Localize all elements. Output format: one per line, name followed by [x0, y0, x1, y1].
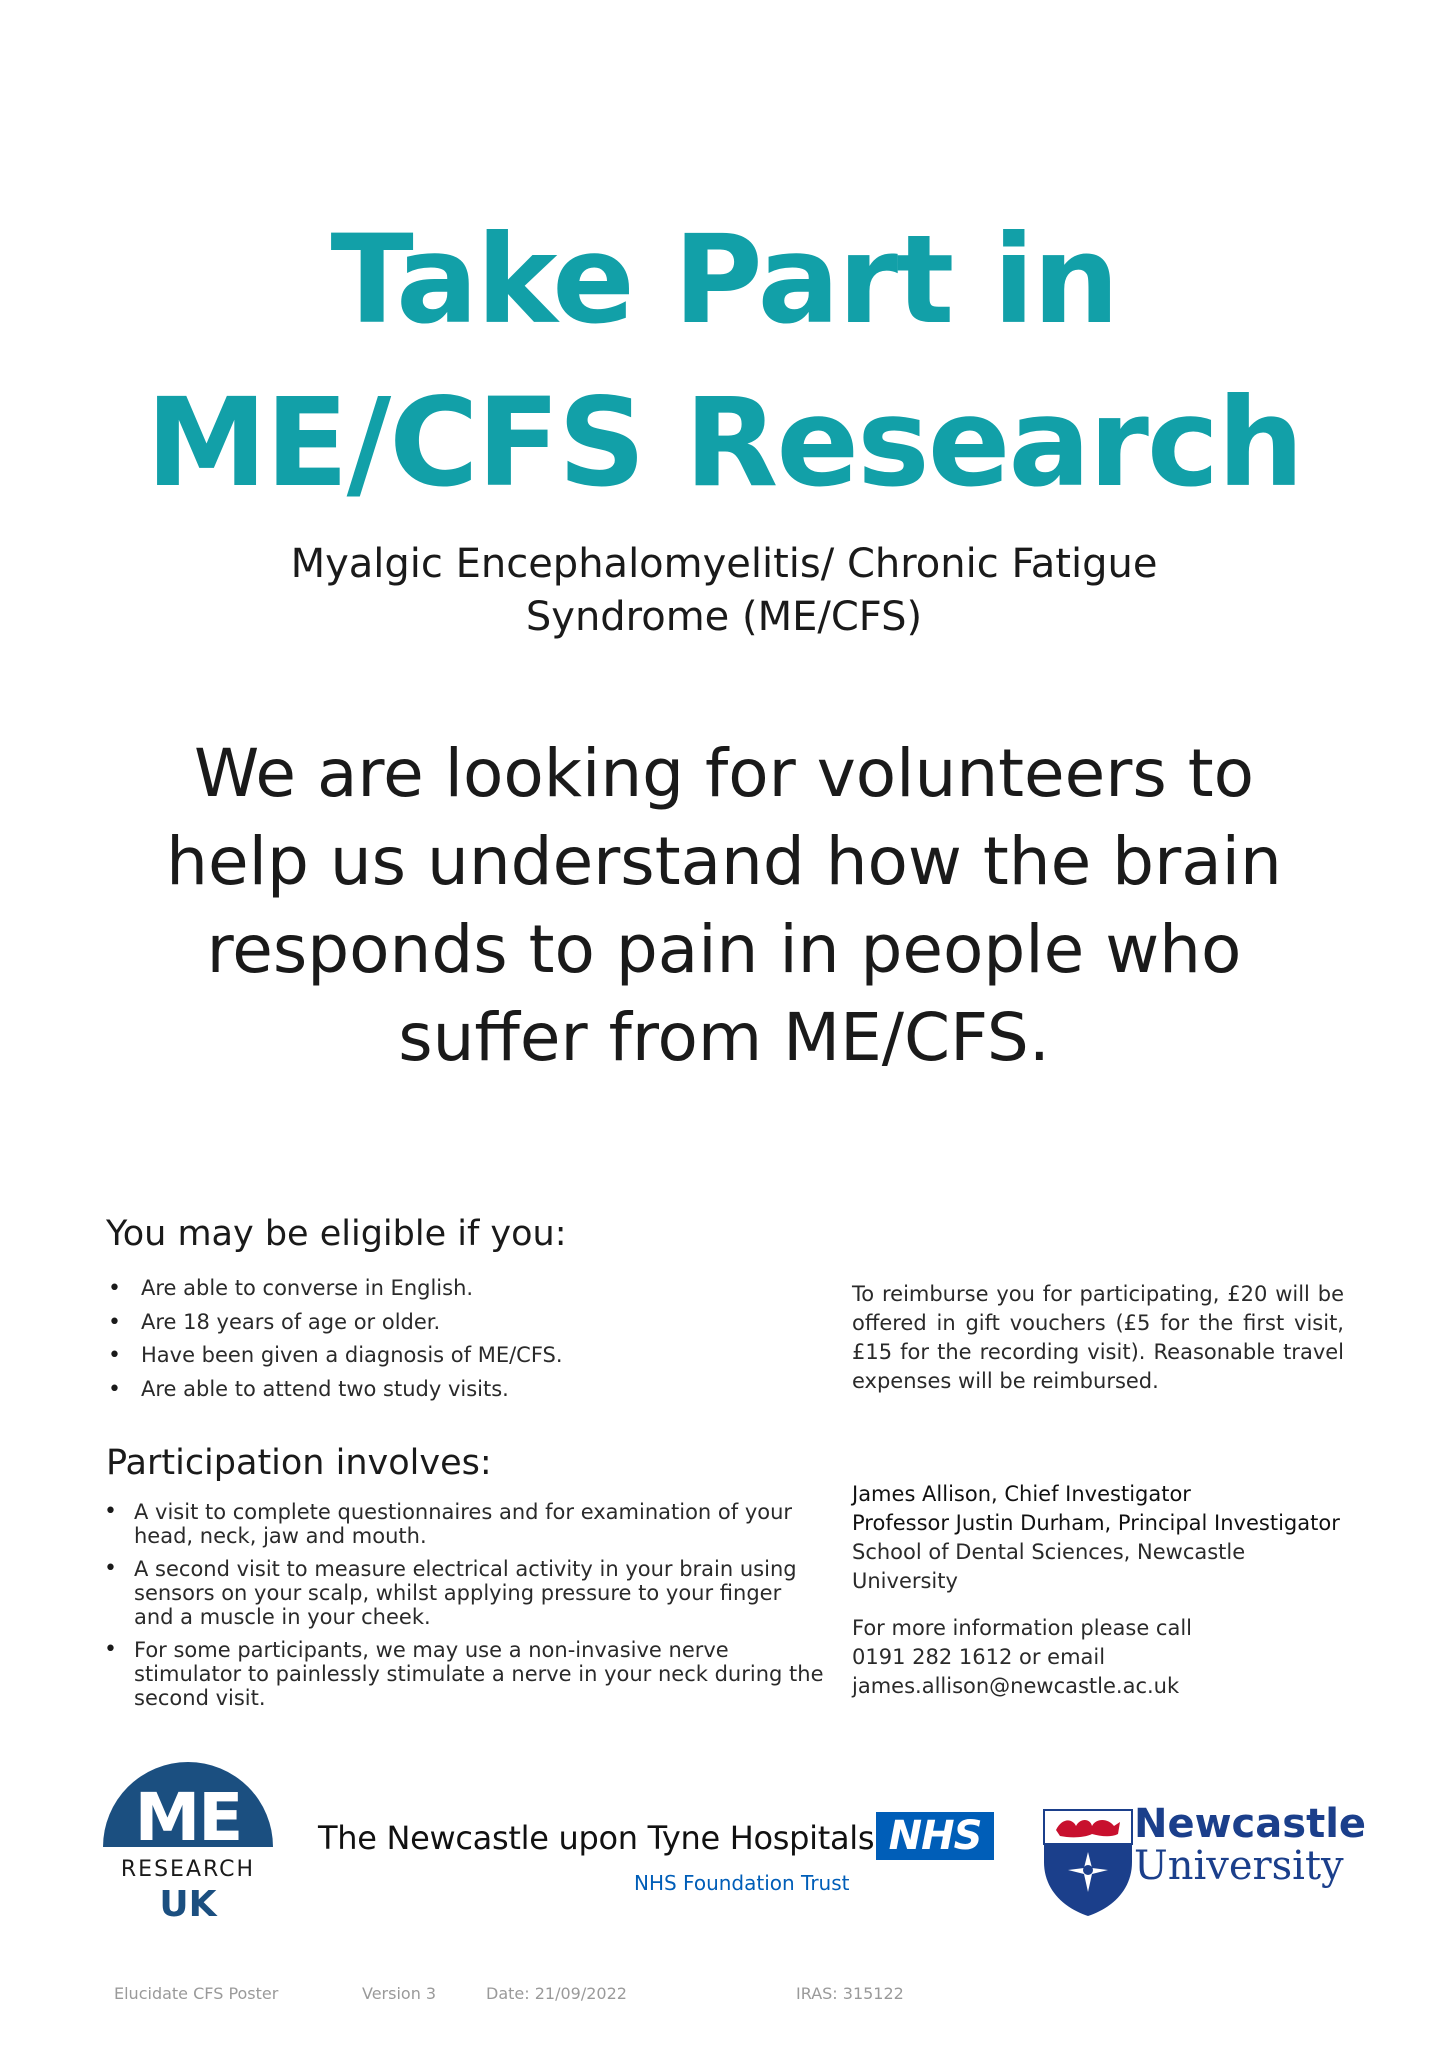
me-research-uk-logo — [103, 1762, 273, 1924]
lead-line-4: suffer from ME/CFS. — [398, 999, 1050, 1076]
eligibility-list — [106, 1272, 806, 1406]
newcastle-university-shield-icon — [1042, 1808, 1134, 1918]
nuth-name: The Newcastle upon Tyne Hospitals — [318, 1819, 875, 1857]
lead-line-1: We are looking for volunteers to — [193, 735, 1255, 812]
contact-email: james.allison@newcastle.ac.uk — [852, 1674, 1180, 1698]
list-item: • Are able to attend two study visits. — [106, 1373, 806, 1407]
newcastle-university-name-1: Newcastle — [1134, 1801, 1367, 1847]
reimbursement-text: To reimburse you for participating, £20 will be offered in gift vouchers (£5 for the first visit, £15 for the recording visit). Reasonable travel expenses will be reimbursed. — [852, 1282, 1344, 1393]
investigator-affiliation: School of Dental Sciences, Newcastle University — [852, 1540, 1246, 1593]
list-item: • For some participants, we may use a non-invasive nerve stimulator to painlessly stimulate a nerve in your neck during the second visit. — [104, 1638, 824, 1710]
participation-list — [104, 1500, 824, 1719]
principal-investigator: Professor Justin Durham, Principal Investigator — [852, 1511, 1340, 1535]
contact-line-1: For more information please call — [852, 1616, 1193, 1640]
nuth-trust: NHS Foundation Trust — [634, 1871, 850, 1895]
list-item: • Are able to converse in English. — [106, 1272, 806, 1306]
subtitle-line-1: Myalgic Encephalomyelitis/ Chronic Fatigue — [290, 541, 1158, 587]
footer-date: Date: 21/09/2022 — [486, 1984, 627, 2003]
me-logo-letters: ME — [134, 1779, 242, 1856]
footer-poster-name: Elucidate CFS Poster — [114, 1984, 279, 2003]
me-logo-research: RESEARCH — [120, 1857, 256, 1882]
list-item: • A visit to complete questionnaires and for examination of your head, neck, jaw and mouth. — [104, 1500, 824, 1548]
list-item: • A second visit to measure electrical activity in your brain using sensors on your scalp, whilst applying pressure to your finger and a muscle in your cheek. — [104, 1557, 824, 1629]
investigators-block — [852, 1480, 1344, 1596]
footer-version: Version 3 — [362, 1984, 437, 2003]
eligibility-heading: You may be eligible if you: — [106, 1214, 567, 1254]
list-item: • Are 18 years of age or older. — [106, 1306, 806, 1340]
subtitle — [200, 538, 1248, 644]
lead-statement — [110, 730, 1338, 1082]
participation-heading: Participation involves: — [106, 1443, 492, 1483]
list-item: • Have been given a diagnosis of ME/CFS. — [106, 1339, 806, 1373]
lead-line-3: responds to pain in people who — [206, 911, 1242, 988]
subtitle-line-2: Syndrome (ME/CFS) — [525, 594, 923, 640]
contact-phone: 0191 282 1612 or email — [852, 1645, 1106, 1669]
footer-iras: IRAS: 315122 — [796, 1984, 904, 2003]
page-title-line-1: Take Part in — [330, 209, 1118, 351]
chief-investigator: James Allison, Chief Investigator — [852, 1482, 1191, 1506]
lead-line-2: help us understand how the brain — [166, 823, 1282, 900]
newcastle-university-name-2: University — [1134, 1843, 1344, 1889]
contact-block — [852, 1614, 1344, 1701]
page-title-line-2: ME/CFS Research — [145, 372, 1303, 514]
nhs-logo: NHS — [876, 1812, 994, 1860]
me-logo-uk: UK — [159, 1884, 217, 1924]
